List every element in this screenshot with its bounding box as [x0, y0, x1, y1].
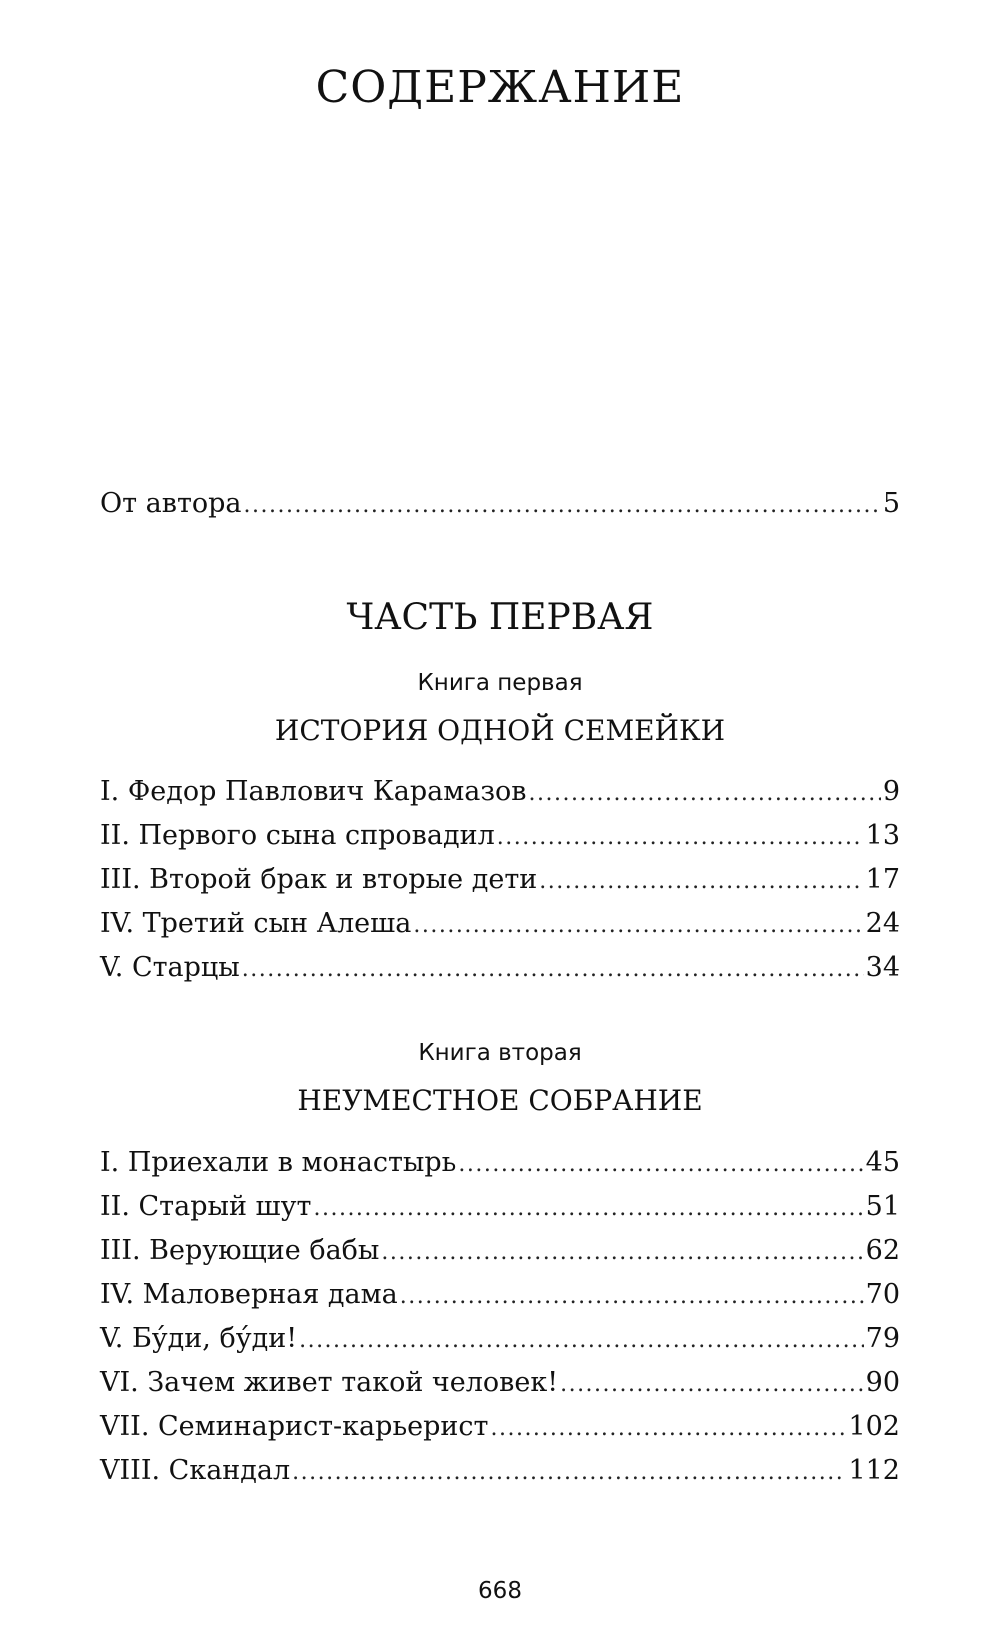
toc-entry	[100, 1235, 900, 1269]
toc-entry-page: 9	[882, 776, 900, 807]
dot-leader	[313, 1196, 863, 1221]
toc-entry-page: 17	[865, 864, 900, 895]
toc-entry-page: 70	[865, 1279, 900, 1310]
toc-entry-page: 79	[865, 1323, 900, 1354]
toc-entry	[100, 1455, 900, 1489]
dot-leader	[497, 825, 864, 850]
page-title: СОДЕРЖАНИЕ	[315, 62, 685, 113]
toc-entry-page: 90	[865, 1367, 900, 1398]
toc-entry-text: От автора	[100, 488, 242, 519]
toc-entry	[100, 776, 900, 810]
toc-entry-text: II. Старый шут	[100, 1191, 312, 1222]
toc-entry	[100, 820, 900, 854]
toc-entry-text: V. Бу́ди, бу́ди!	[100, 1323, 298, 1354]
toc-entry-page: 112	[848, 1455, 900, 1486]
page-number: 668	[478, 1578, 522, 1604]
toc-entry-page: 51	[865, 1191, 900, 1222]
toc-entry-page: 45	[865, 1147, 900, 1178]
toc-entry-text: VII. Семинарист-карьерист	[100, 1411, 489, 1442]
book-label: Книга вторая	[418, 1040, 582, 1066]
toc-entry-page: 24	[865, 908, 900, 939]
book-title: НЕУМЕСТНОЕ СОБРАНИЕ	[297, 1084, 703, 1117]
toc-entry-text: VI. Зачем живет такой человек!	[100, 1367, 559, 1398]
toc-entry	[100, 1367, 900, 1401]
toc-entry	[100, 1279, 900, 1313]
toc-entry	[100, 864, 900, 898]
dot-leader	[539, 869, 863, 894]
toc-entry-page: 5	[882, 488, 900, 519]
dot-leader	[560, 1372, 864, 1397]
part-title: ЧАСТЬ ПЕРВАЯ	[346, 597, 654, 638]
toc-entry	[100, 1191, 900, 1225]
dot-leader	[292, 1460, 846, 1485]
toc-entry	[100, 1323, 900, 1357]
toc-entry-text: III. Верующие бабы	[100, 1235, 380, 1266]
dot-leader	[244, 493, 881, 518]
toc-entry-text: V. Старцы	[100, 952, 240, 983]
dot-leader	[529, 781, 881, 806]
book-label: Книга первая	[417, 670, 583, 696]
toc-entry-page: 62	[865, 1235, 900, 1266]
dot-leader	[490, 1416, 846, 1441]
toc-entry-text: I. Федор Павлович Карамазов	[100, 776, 527, 807]
toc-entry	[100, 952, 900, 986]
toc-entry-text: IV. Маловерная дама	[100, 1279, 398, 1310]
dot-leader	[242, 957, 864, 982]
dot-leader	[400, 1284, 864, 1309]
book-title: ИСТОРИЯ ОДНОЙ СЕМЕЙКИ	[274, 714, 726, 747]
toc-entry-page: 34	[865, 952, 900, 983]
toc-entry-text: III. Второй брак и вторые дети	[100, 864, 538, 895]
toc-entry-text: VIII. Скандал	[100, 1455, 291, 1486]
toc-entry	[100, 1147, 900, 1181]
toc-entry	[100, 1411, 900, 1445]
dot-leader	[413, 913, 863, 938]
toc-entry-author-note	[100, 488, 900, 522]
toc-entry	[100, 908, 900, 942]
toc-entry-page: 102	[848, 1411, 900, 1442]
dot-leader	[458, 1152, 863, 1177]
dot-leader	[381, 1240, 863, 1265]
toc-entry-text: I. Приехали в монастырь	[100, 1147, 457, 1178]
toc-entry-page: 13	[865, 820, 900, 851]
dot-leader	[299, 1328, 864, 1353]
toc-entry-text: II. Первого сына спровадил	[100, 820, 495, 851]
toc-entry-text: IV. Третий сын Алеша	[100, 908, 412, 939]
